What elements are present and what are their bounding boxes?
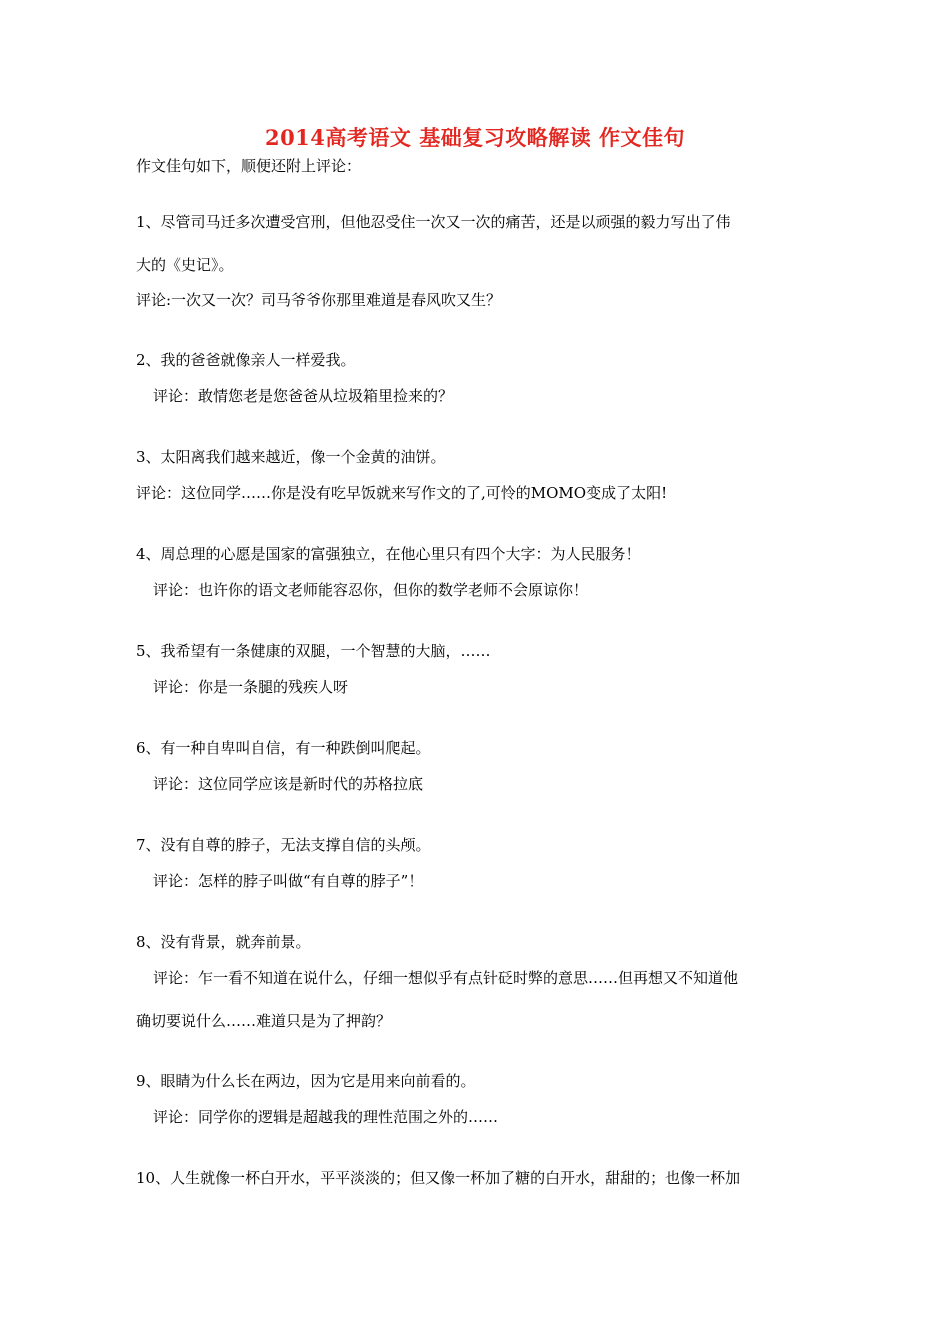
item-1-comment: 评论:一次又一次？司马爷爷你那里难道是春风吹又生？ (136, 291, 502, 309)
item-7-line-1: 7、没有自尊的脖子，无法支撑自信的头颅。 (136, 836, 431, 854)
item-8-comment-line-2: 确切要说什么……难道只是为了押韵？ (136, 1012, 392, 1030)
item-1-line-2: 大的《史记》。 (136, 256, 234, 274)
item-6-line-1: 6、有一种自卑叫自信，有一种跌倒叫爬起。 (136, 739, 431, 757)
item-1-line-1: 1、尽管司马迁多次遭受宫刑，但他忍受住一次又一次的痛苦，还是以顽强的毅力写出了伟 (136, 213, 731, 231)
item-6-comment: 评论：这位同学应该是新时代的苏格拉底 (153, 775, 424, 793)
item-9-comment: 评论：同学你的逻辑是超越我的理性范围之外的…… (153, 1108, 499, 1126)
item-4-comment: 评论：也许你的语文老师能容忍你，但你的数学老师不会原谅你！ (153, 581, 589, 599)
item-2-line-1: 2、我的爸爸就像亲人一样爱我。 (136, 351, 356, 369)
item-10-line-1: 10、人生就像一杯白开水，平平淡淡的；但又像一杯加了糖的白开水，甜甜的；也像一杯加 (136, 1169, 741, 1187)
item-5-comment: 评论：你是一条腿的残疾人呀 (153, 678, 349, 696)
item-5-line-1: 5、我希望有一条健康的双腿，一个智慧的大脑，…… (136, 642, 491, 660)
item-3-line-1: 3、太阳离我们越来越近，像一个金黄的油饼。 (136, 448, 446, 466)
item-2-comment: 评论：敢情您老是您爸爸从垃圾箱里捡来的？ (153, 387, 454, 405)
item-3-comment: 评论：这位同学……你是没有吃早饭就来写作文的了,可怜的MOMO变成了太阳! (136, 484, 668, 502)
item-4-line-1: 4、周总理的心愿是国家的富强独立，在他心里只有四个大字：为人民服务！ (136, 545, 641, 563)
document-title: 2014高考语文 基础复习攻略解读 作文佳句 (264, 125, 686, 150)
item-8-line-1: 8、没有背景，就奔前景。 (136, 933, 311, 951)
item-9-line-1: 9、眼睛为什么长在两边，因为它是用来向前看的。 (136, 1072, 476, 1090)
intro-text: 作文佳句如下，顺便还附上评论： (136, 157, 362, 175)
item-8-comment-line-1: 评论：乍一看不知道在说什么，仔细一想似乎有点针砭时弊的意思……但再想又不知道他 (153, 969, 739, 987)
item-7-comment: 评论：怎样的脖子叫做“有自尊的脖子”！ (153, 872, 424, 890)
